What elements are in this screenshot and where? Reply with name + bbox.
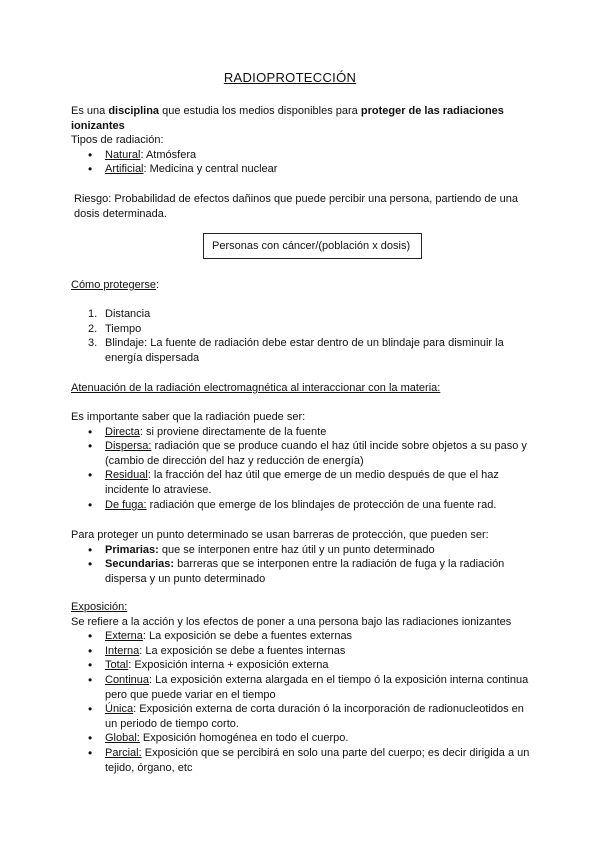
item-text: : La exposición se debe a fuentes externas [142,630,353,643]
item-term: Continua [105,673,150,686]
item-text: : si proviene directamente de la fuente [139,425,327,438]
item-term: Dispersa: [105,440,152,453]
item-text: Blindaje: La fuente de radiación debe estar dentro de un blindaje para disminuir la energía dispersada [105,337,504,364]
item-text: : Medicina y central nuclear [143,163,278,176]
exposicion-heading: Exposición: [71,601,128,613]
item-term: Secundarias: [105,558,175,571]
exposicion-intro: Se refiere a la acción y los efectos de poner a una persona bajo las radiaciones ionizantes [71,615,512,628]
list-item [71,557,531,586]
list-item [71,629,531,644]
list-item [71,658,531,673]
atenuacion-heading [71,381,531,396]
exposicion-list [71,629,531,775]
list-item [71,162,531,177]
list-item [71,543,531,558]
proteger-heading-text: Cómo protegerse [71,279,156,291]
atenuacion-section [71,410,531,512]
item-term: Natural [105,148,141,161]
atenuacion-heading-text: Atenuación de la radiación electromagnética al interaccionar con la materia: [71,382,441,394]
tipos-label: Tipos de radiación: [71,134,164,146]
item-number: 1. [88,308,98,320]
intro-bold-disciplina: disciplina [108,105,160,117]
item-text: Distancia [105,308,151,320]
item-term: Interna [105,644,140,657]
item-term: Externa [105,630,143,643]
item-text: radiación que emerge de los blindajes de protección de una fuente rad. [146,498,497,511]
riesgo-paragraph: Riesgo: Probabilidad de efectos dañinos que puede percibir una persona, partiendo de una dosis determinada. [74,193,518,220]
item-text: radiación que se produce cuando el haz útil incide sobre objetos a su paso y (cambio de dirección del haz y reducción de energía) [105,440,527,467]
item-text: : Exposición interna + exposición externa [128,659,329,672]
item-term: Única [105,703,134,716]
item-term: Global: [105,732,140,745]
tipos-section [71,133,531,177]
proteger-section [71,307,531,365]
list-item [71,702,531,731]
item-number: 2. [88,322,98,335]
item-text: : La exposición externa alargada en el tiempo ó la exposición interna continua pero que puede variar en el tiempo [105,673,529,701]
list-item [71,746,531,775]
list-item [71,673,531,702]
item-text: que se interponen entre haz útil y un punto determinado [158,543,435,556]
item-term: Total [105,659,129,672]
barreras-section [71,528,531,586]
barreras-intro: Para proteger un punto determinado se usan barreras de protección, que pueden ser: [71,529,489,541]
item-term: Artificial [105,163,144,176]
list-item [71,336,531,365]
list-item [71,644,531,659]
list-item [71,148,531,163]
exposicion-section [71,600,531,775]
intro-paragraph [71,104,531,133]
list-item [71,322,531,337]
item-text: barreras que se interponen entre la radiación de fuga y la radiación dispersa y un punto determinado [105,558,505,585]
item-term: Primarias: [105,543,159,556]
page-title: RADIOPROTECCIÓN [223,70,357,85]
atenuacion-intro: Es importante saber que la radiación puede ser: [71,411,306,423]
barreras-list [71,543,531,587]
item-text: Exposición homogénea en todo el cuerpo. [139,732,349,745]
list-item [71,439,531,468]
intro-pre: Es una [71,105,109,117]
list-item [71,425,531,440]
formula-box: Personas con cáncer/(población x dosis) [203,233,422,259]
item-text: : Exposición externa de corta duración ó la incorporación de radionucleotidos en un periodo de tiempo corto. [105,703,524,730]
item-text: : la fracción del haz útil que emerge de un medio después de que el haz incidente lo atraviese. [105,469,499,496]
list-item [71,498,531,513]
proteger-heading [71,278,531,293]
item-term: Residual [105,469,148,482]
intro-mid: que estudia los medios disponibles para [159,105,361,117]
intro-bold-proteger: proteger de las radiaciones ionizantes [71,105,504,132]
item-text: : La exposición se debe a fuentes internas [139,644,346,657]
list-item [71,307,531,322]
item-term: Parcial: [105,746,142,759]
list-item [71,731,531,746]
item-term: Directa [105,425,140,438]
proteger-list [71,307,531,365]
atenuacion-list [71,425,531,513]
item-text: Exposición que se percibirá en solo una parte del cuerpo; es decir dirigida a un tejido, órgano, etc [105,746,530,774]
proteger-heading-colon: : [156,279,160,291]
item-text: Tiempo [105,322,142,335]
tipos-list [71,148,531,177]
item-term: De fuga: [105,498,147,511]
item-text: : Atmósfera [140,148,197,161]
item-number: 3. [88,337,98,350]
list-item [71,468,531,497]
